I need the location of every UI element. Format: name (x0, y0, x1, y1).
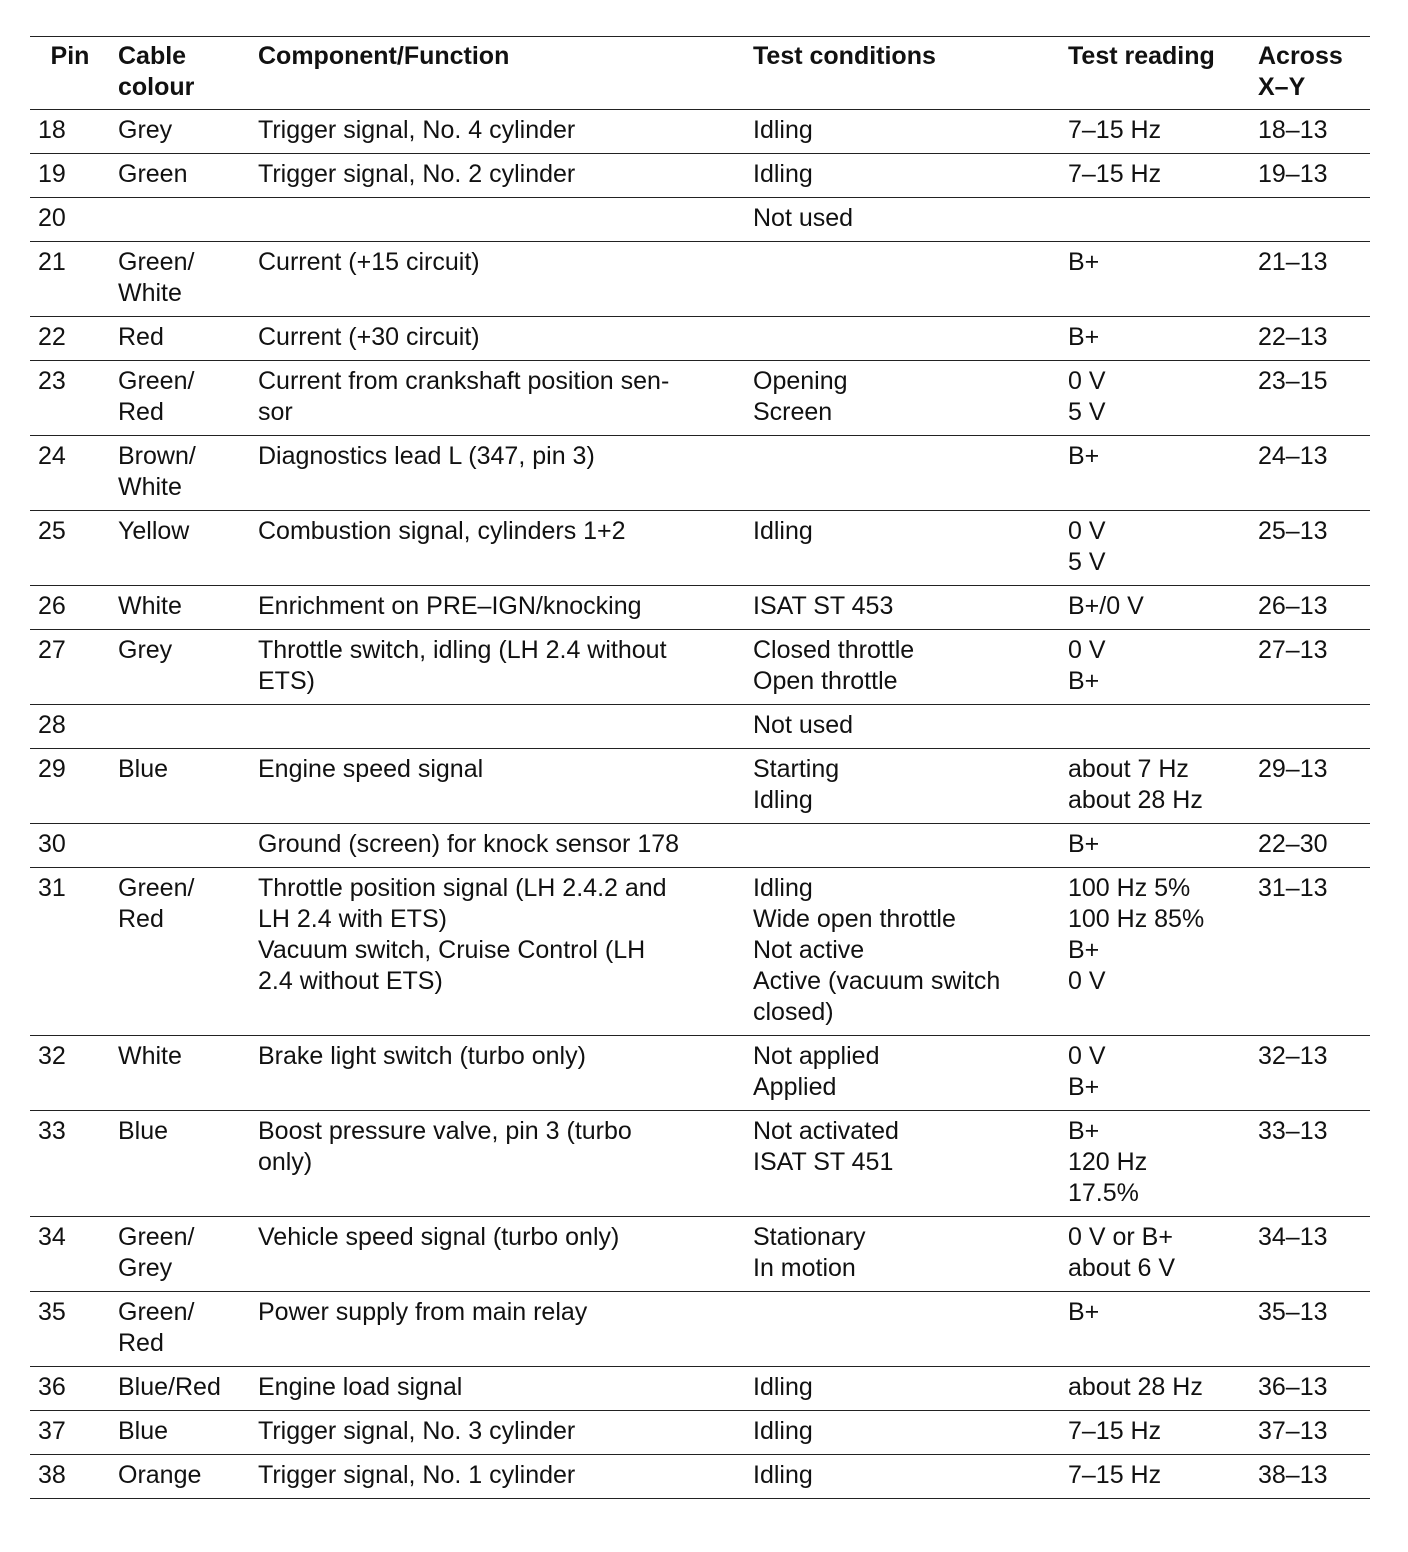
cell-test-reading: B+ (1060, 436, 1250, 511)
cell-component-function: Boost pressure valve, pin 3 (turbo only) (250, 1111, 745, 1217)
cell-pin: 34 (30, 1217, 110, 1292)
table-row (30, 1411, 1370, 1455)
cell-component-function: Throttle position signal (LH 2.4.2 and LH 2.4 with ETS) Vacuum switch, Cruise Control (LH 2.4 without ETS) (250, 868, 745, 1036)
cell-test-conditions (745, 1292, 1060, 1367)
cell-pin: 23 (30, 361, 110, 436)
cell-across-xy: 19–13 (1250, 154, 1370, 198)
table-body (30, 110, 1370, 1499)
cell-test-conditions: Idling (745, 154, 1060, 198)
cell-cable-colour: Grey (110, 110, 250, 154)
cell-component-function: Combustion signal, cylinders 1+2 (250, 511, 745, 586)
cell-test-conditions: Idling (745, 110, 1060, 154)
cell-cable-colour: Yellow (110, 511, 250, 586)
table-row (30, 317, 1370, 361)
cell-test-reading: 7–15 Hz (1060, 1411, 1250, 1455)
cell-component-function: Throttle switch, idling (LH 2.4 without ETS) (250, 630, 745, 705)
cell-pin: 27 (30, 630, 110, 705)
cell-test-reading: B+ (1060, 317, 1250, 361)
cell-test-conditions (745, 436, 1060, 511)
table-row (30, 586, 1370, 630)
header-cable-colour: Cable colour (110, 37, 250, 110)
cell-cable-colour (110, 198, 250, 242)
cell-pin: 30 (30, 824, 110, 868)
cell-across-xy: 35–13 (1250, 1292, 1370, 1367)
cell-test-conditions: Idling Wide open throttle Not active Active (vacuum switch closed) (745, 868, 1060, 1036)
cell-across-xy: 25–13 (1250, 511, 1370, 586)
table-row (30, 511, 1370, 586)
header-test-conditions: Test conditions (745, 37, 1060, 110)
table-row (30, 630, 1370, 705)
cell-test-reading: 0 V or B+ about 6 V (1060, 1217, 1250, 1292)
pin-test-table (30, 36, 1370, 1499)
cell-cable-colour: Green/ Red (110, 1292, 250, 1367)
cell-test-reading: about 7 Hz about 28 Hz (1060, 749, 1250, 824)
cell-cable-colour: Green/ Red (110, 868, 250, 1036)
cell-pin: 20 (30, 198, 110, 242)
cell-across-xy (1250, 198, 1370, 242)
cell-test-reading: 7–15 Hz (1060, 1455, 1250, 1499)
cell-across-xy: 31–13 (1250, 868, 1370, 1036)
cell-component-function: Trigger signal, No. 4 cylinder (250, 110, 745, 154)
cell-pin: 35 (30, 1292, 110, 1367)
cell-across-xy: 33–13 (1250, 1111, 1370, 1217)
pin-test-table-document (30, 36, 1370, 1499)
cell-cable-colour: Blue (110, 1111, 250, 1217)
header-test-reading: Test reading (1060, 37, 1250, 110)
cell-test-conditions: Idling (745, 1455, 1060, 1499)
cell-cable-colour: Brown/ White (110, 436, 250, 511)
cell-across-xy: 21–13 (1250, 242, 1370, 317)
cell-pin: 38 (30, 1455, 110, 1499)
table-row (30, 110, 1370, 154)
cell-component-function: Current (+30 circuit) (250, 317, 745, 361)
cell-test-conditions (745, 242, 1060, 317)
cell-test-reading: 100 Hz 5% 100 Hz 85% B+ 0 V (1060, 868, 1250, 1036)
cell-across-xy (1250, 705, 1370, 749)
cell-test-reading: 0 V 5 V (1060, 511, 1250, 586)
cell-pin: 33 (30, 1111, 110, 1217)
cell-pin: 24 (30, 436, 110, 511)
cell-test-reading (1060, 198, 1250, 242)
cell-cable-colour: White (110, 586, 250, 630)
cell-test-reading: B+ (1060, 1292, 1250, 1367)
cell-test-conditions: Idling (745, 511, 1060, 586)
table-row (30, 198, 1370, 242)
header-row (30, 37, 1370, 110)
table-row (30, 868, 1370, 1036)
cell-component-function: Engine load signal (250, 1367, 745, 1411)
cell-test-conditions: Idling (745, 1367, 1060, 1411)
table-row (30, 1455, 1370, 1499)
cell-cable-colour: Grey (110, 630, 250, 705)
cell-test-conditions: Not used (745, 198, 1060, 242)
cell-component-function: Diagnostics lead L (347, pin 3) (250, 436, 745, 511)
cell-across-xy: 23–15 (1250, 361, 1370, 436)
cell-across-xy: 29–13 (1250, 749, 1370, 824)
cell-component-function: Power supply from main relay (250, 1292, 745, 1367)
cell-test-reading: 0 V 5 V (1060, 361, 1250, 436)
cell-pin: 29 (30, 749, 110, 824)
header-across-xy: Across X–Y (1250, 37, 1370, 110)
cell-cable-colour: White (110, 1036, 250, 1111)
cell-test-conditions: Stationary In motion (745, 1217, 1060, 1292)
cell-across-xy: 22–30 (1250, 824, 1370, 868)
cell-pin: 26 (30, 586, 110, 630)
header-pin: Pin (30, 37, 110, 110)
cell-test-conditions: Not activated ISAT ST 451 (745, 1111, 1060, 1217)
cell-test-conditions: Starting Idling (745, 749, 1060, 824)
cell-cable-colour (110, 705, 250, 749)
cell-cable-colour: Green/ White (110, 242, 250, 317)
cell-test-reading: 7–15 Hz (1060, 154, 1250, 198)
cell-across-xy: 36–13 (1250, 1367, 1370, 1411)
cell-cable-colour: Blue (110, 749, 250, 824)
cell-pin: 36 (30, 1367, 110, 1411)
table-row (30, 436, 1370, 511)
cell-pin: 22 (30, 317, 110, 361)
cell-pin: 32 (30, 1036, 110, 1111)
table-row (30, 749, 1370, 824)
cell-cable-colour: Green (110, 154, 250, 198)
table-header (30, 37, 1370, 110)
cell-test-reading: 7–15 Hz (1060, 110, 1250, 154)
cell-component-function: Trigger signal, No. 1 cylinder (250, 1455, 745, 1499)
cell-pin: 25 (30, 511, 110, 586)
cell-component-function: Brake light switch (turbo only) (250, 1036, 745, 1111)
cell-test-reading: about 28 Hz (1060, 1367, 1250, 1411)
cell-across-xy: 32–13 (1250, 1036, 1370, 1111)
cell-test-conditions: Idling (745, 1411, 1060, 1455)
cell-pin: 31 (30, 868, 110, 1036)
cell-across-xy: 27–13 (1250, 630, 1370, 705)
cell-pin: 28 (30, 705, 110, 749)
cell-pin: 21 (30, 242, 110, 317)
cell-component-function: Vehicle speed signal (turbo only) (250, 1217, 745, 1292)
cell-cable-colour: Green/ Grey (110, 1217, 250, 1292)
cell-across-xy: 34–13 (1250, 1217, 1370, 1292)
cell-across-xy: 26–13 (1250, 586, 1370, 630)
cell-cable-colour: Blue/Red (110, 1367, 250, 1411)
cell-test-conditions: ISAT ST 453 (745, 586, 1060, 630)
table-row (30, 1217, 1370, 1292)
cell-test-reading: B+ (1060, 824, 1250, 868)
table-row (30, 242, 1370, 317)
cell-cable-colour: Orange (110, 1455, 250, 1499)
table-row (30, 1111, 1370, 1217)
cell-component-function: Trigger signal, No. 3 cylinder (250, 1411, 745, 1455)
cell-test-conditions (745, 317, 1060, 361)
cell-across-xy: 22–13 (1250, 317, 1370, 361)
table-row (30, 361, 1370, 436)
cell-across-xy: 38–13 (1250, 1455, 1370, 1499)
cell-test-reading: B+ (1060, 242, 1250, 317)
table-row (30, 705, 1370, 749)
cell-cable-colour (110, 824, 250, 868)
cell-test-reading (1060, 705, 1250, 749)
cell-component-function: Engine speed signal (250, 749, 745, 824)
cell-cable-colour: Green/ Red (110, 361, 250, 436)
cell-component-function: Trigger signal, No. 2 cylinder (250, 154, 745, 198)
cell-test-reading: 0 V B+ (1060, 1036, 1250, 1111)
cell-test-conditions (745, 824, 1060, 868)
header-component-function: Component/Function (250, 37, 745, 110)
cell-test-conditions: Not used (745, 705, 1060, 749)
cell-component-function: Ground (screen) for knock sensor 178 (250, 824, 745, 868)
cell-component-function (250, 705, 745, 749)
cell-test-reading: B+/0 V (1060, 586, 1250, 630)
table-row (30, 1292, 1370, 1367)
table-row (30, 1036, 1370, 1111)
cell-cable-colour: Blue (110, 1411, 250, 1455)
cell-test-conditions: Closed throttle Open throttle (745, 630, 1060, 705)
cell-component-function: Current (+15 circuit) (250, 242, 745, 317)
cell-test-reading: 0 V B+ (1060, 630, 1250, 705)
table-row (30, 1367, 1370, 1411)
table-row (30, 824, 1370, 868)
cell-across-xy: 24–13 (1250, 436, 1370, 511)
cell-cable-colour: Red (110, 317, 250, 361)
cell-test-conditions: Not applied Applied (745, 1036, 1060, 1111)
cell-pin: 19 (30, 154, 110, 198)
cell-across-xy: 37–13 (1250, 1411, 1370, 1455)
cell-pin: 37 (30, 1411, 110, 1455)
cell-test-reading: B+ 120 Hz 17.5% (1060, 1111, 1250, 1217)
cell-component-function: Enrichment on PRE–IGN/knocking (250, 586, 745, 630)
cell-component-function: Current from crankshaft position sen- sor (250, 361, 745, 436)
table-row (30, 154, 1370, 198)
cell-component-function (250, 198, 745, 242)
cell-test-conditions: Opening Screen (745, 361, 1060, 436)
cell-across-xy: 18–13 (1250, 110, 1370, 154)
cell-pin: 18 (30, 110, 110, 154)
